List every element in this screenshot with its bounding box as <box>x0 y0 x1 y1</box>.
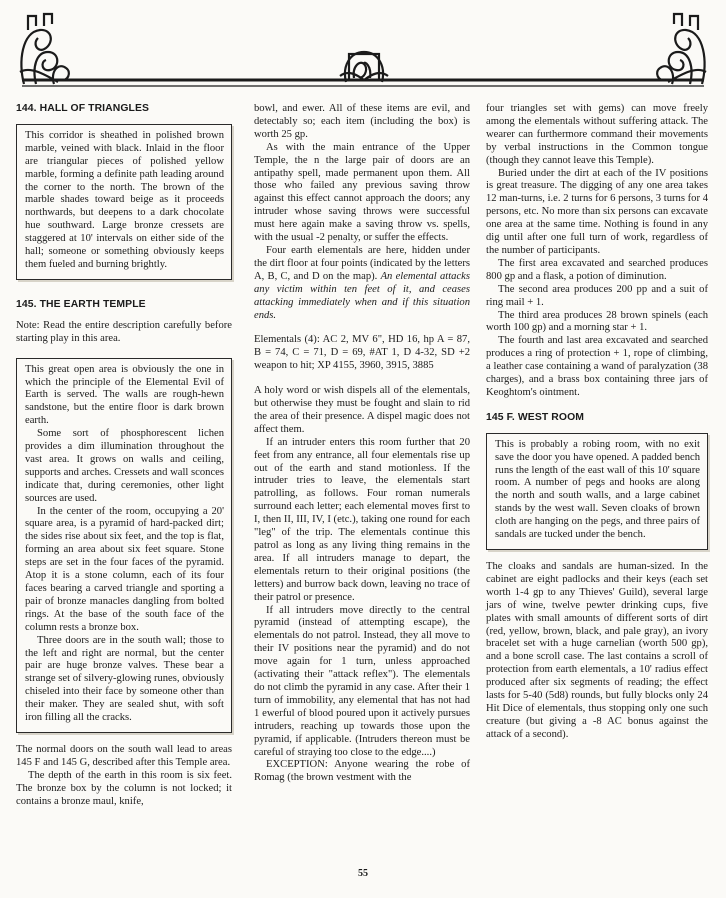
paragraph-fourth-area: The fourth and last area excavated and searched produces a ring of protection + 1, rope of climbing, a leather case containing a wand of paralyzation (38 charges), and a brass box containing three jars of Keoghtom's ointment. <box>486 335 708 398</box>
paragraph-exception: EXCEPTION: Anyone wearing the robe of Romag (the brown vestment with the <box>254 759 470 784</box>
elementals-intro: Four earth elementals are here, hidden under the dirt floor at four points (indicated by the letters A, B, C, and D on the map). <box>254 244 470 282</box>
boxed-text-145 <box>16 358 232 733</box>
box-144-text: This corridor is sheathed in polished brown marble, veined with black. Inlaid in the floor are triangular pieces of polished yellow marble, forming a definite path leading around the corner to the north. The brown of the marble shades toward beige as it proceeds northwards, but deepens to a dark chocolate hue southward. Large bronze cressets are staggered at 10' intervals on either side of the hall; someone or something obviously keeps them fueled and burning brightly. <box>25 129 224 270</box>
heading-145: 145. THE EARTH TEMPLE <box>16 298 146 310</box>
boxed-text-145f <box>486 433 708 550</box>
box-145-p2: Some sort of phosphorescent lichen provides a dim illumination throughout the vast area. It grows on walls and ceiling, supports and arches. Cressets and wall sconces indicate that, during ceremonies, other light sources are used. <box>25 428 224 504</box>
box-145f-text: This is probably a robing room, with no exit save the door you have opened. A padded bench runs the length of the east wall of this 10' square room. A number of pegs and hooks are along the north and south walls, and a large cabinet stands by the west wall. Seven cloaks of brown cloth are hanging on the pegs, and three pairs of sandals are tucked under the bench. <box>495 438 700 541</box>
column-middle <box>254 103 470 785</box>
paragraph-doors: The normal doors on the south wall lead to areas 145 F and 145 G, described after this Temple area. <box>16 743 232 768</box>
heading-144: 144. HALL OF TRIANGLES <box>16 103 150 114</box>
paragraph-antipathy: As with the main entrance of the Upper Temple, the n the large pair of doors are an antipathy spell, made permanent upon them. All those who failed any previous saving throw against this effect cannot approach the doors; any intruder whose saving throws were successful must here again make a saving throw vs. spells, with the usual -2 penalty, or suffer the effects. <box>254 141 470 244</box>
center-knot-ornament <box>340 52 388 82</box>
box-145-p4: Three doors are in the south wall; those to the left and right are normal, but the center pair are huge bronze valves. These bear a strange set of silvery-glowing runes, obviously chiseled into their face by someone other than their maker. They are sealed shut, with soft iron filling all the cracks. <box>25 634 224 724</box>
paragraph-items: bowl, and ewer. All of these items are evil, and detectably so; each item (including the box) is worth 25 gp. <box>254 103 470 140</box>
paragraph-third-area: The third area produces 28 brown spinels (each worth 100 gp) and a morning star + 1. <box>486 309 708 334</box>
note-145: Note: Read the entire description carefully before starting play in this area. <box>16 319 232 344</box>
paragraph-treasure: Buried under the dirt at each of the IV positions is great treasure. The digging of any one area takes 12 man-turns, i.e. 2 turns for 6 persons, 3 turns for 4 persons, etc. No more than six persons can excavate one area at the same time. Nothing is found in any dig until after one full turn of work, regardless of the number of participants. <box>486 167 708 256</box>
elementals-attack-rule: An elemental attacks any victim within ten feet of it, and ceases attacking immediately when and if this situation ends. <box>254 270 470 321</box>
page-number: 55 <box>358 868 368 879</box>
paragraph-cabinet: The cloaks and sandals are human-sized. In the cabinet are eight padlocks and their keys (each set worth 1-4 gp to any Thieves' Guild), several large jars of wine, twelve pewter drinking cups, five plates with small amounts of different sorts of dirt (red, yellow, brown, black, and pale gray), an ivory bracelet set with a huge carnelian (worth 500 gp), and a bone scroll case. The last contains a scroll of protection from earth elementals, a 10' radius effect produced after six segments of reading; the effect lasts for 5-40 (5d8) rounds, but fully blocks only 24 Hit Dice of elementals, thus stopping only one such creature (but giving a -8 AC bonus against the attack of a second). <box>486 561 708 740</box>
box-145-p1: This great open area is obviously the one in which the principle of the Elemental Evil of Earth is served. The walls are rough-hewn sandstone, but the entire floor is dark brown earth. <box>25 363 224 427</box>
paragraph-depth: The depth of the earth in this room is six feet. The bronze box by the column is not locked; it contains a bronze maul, knife, <box>16 769 232 807</box>
box-145-p3: In the center of the room, occupying a 20' square area, is a pyramid of hard-packed dirt; the sides rise about six feet, and the top is flat, forming an area about six feet square. Stone steps are set in the four faces of the pyramid. Atop it is a stone column, each of its four faces bearing a carved triangle and sporting a pair of bronze manacles dangling from bolted rings. At the base of the south face of the column rests a bronze box. <box>25 505 224 633</box>
paragraph-first-area: The first area excavated and searched produces 800 gp and a flask, a potion of diminution. <box>486 257 708 282</box>
elementals-stat-block: Elementals (4): AC 2, MV 6", HD 16, hp A = 87, B = 74, C = 71, D = 69, #AT 1, D 4-32, SD +2 weapon to hit; XP 4155, 3960, 3915, 3885 <box>254 334 470 372</box>
paragraph-pyramid: If all intruders move directly to the central pyramid (instead of attempting escape), the elementals do not patrol. Instead, they all move to their IV positions near the pyramid) and do not move again for 1 turn, unless approached (activating their "attack reflex"). The elementals do not climb the pyramid in any case. After their 1 turn of immobility, any elemental that has not had 1 ewerful of blood poured upon it actively pursues intruders, reaching up towards those upon the pyramid, if applicable. (Intruders thereon must be careful of straying too close to the edge....) <box>254 604 470 758</box>
column-right <box>486 103 708 742</box>
paragraph-robe: four triangles set with gems) can move freely among the elementals without suffering attack. The wearer can furthermore command their movements by verbal instructions in the Common tongue (though they cannot leave this Temple). <box>486 103 708 166</box>
header-banner <box>14 12 712 92</box>
paragraph-second-area: The second area produces 200 pp and a suit of ring mail + 1. <box>486 283 708 308</box>
right-knot-ornament <box>657 14 706 84</box>
paragraph-holy-word: A holy word or wish dispels all of the elementals, but otherwise they must be fought and slain to rid the area of their presence. A dispel magic does not affect them. <box>254 385 470 435</box>
heading-145f: 145 F. WEST ROOM <box>486 411 585 423</box>
boxed-text-144 <box>16 124 232 280</box>
paragraph-patrol: If an intruder enters this room further that 20 feet from any entrance, all four elementals rise up out of the earth and stand motionless. If the intruder tries to leave, the elementals start patrolling, as follows. Four roman numerals surround each letter; each elemental moves first to I, then II, III, IV, I (etc.), taking one round for each "leg" of the trip. The elementals continue this patrol as long as any living thing remains in the area. If all intruders manage to depart, the elementals return to their original positions (the letters) and burrow back down, leaving no trace of their patrol or presence. <box>254 436 470 603</box>
left-knot-ornament <box>20 14 69 84</box>
column-left <box>16 103 232 809</box>
paragraph-elementals <box>254 245 470 322</box>
